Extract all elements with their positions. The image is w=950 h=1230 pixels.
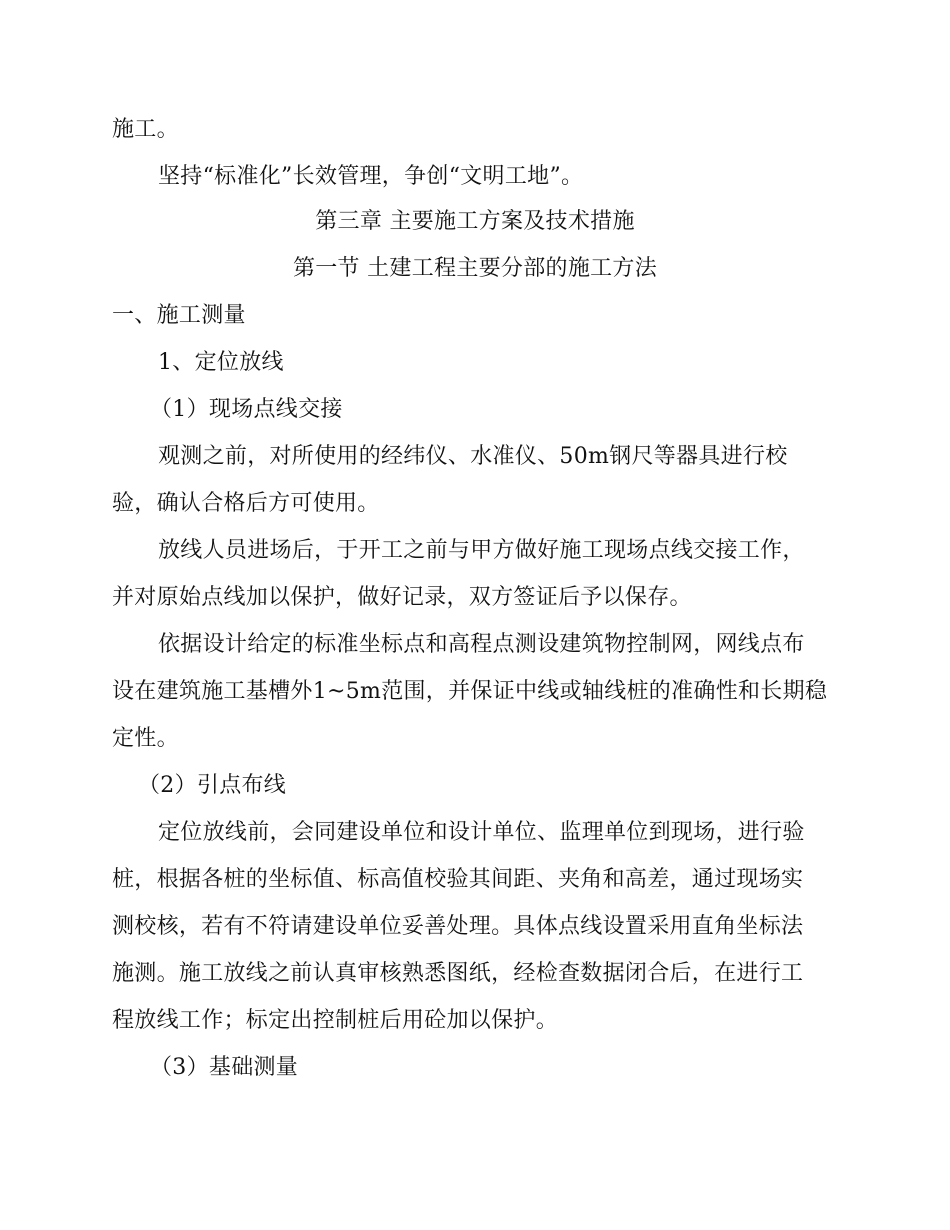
- paragraph-line: 验，确认合格后方可使用。: [112, 491, 380, 516]
- item-heading: 1、定位放线: [158, 350, 284, 375]
- paragraph-continuation-line: 施工。: [112, 117, 179, 142]
- paragraph-line: 并对原始点线加以保护，做好记录，双方签证后予以保存。: [112, 585, 692, 610]
- subitem-heading: （1）现场点线交接: [150, 397, 343, 422]
- paragraph-line: 桩，根据各桩的坐标值、标高值校验其间距、夹角和高差，通过现场实: [112, 867, 804, 892]
- subsection-heading: 一、施工测量: [112, 303, 246, 328]
- subitem-heading: （2）引点布线: [138, 773, 287, 798]
- paragraph-line: 坚持“标准化”长效管理，争创“文明工地”。: [158, 164, 584, 189]
- chapter-heading: 第三章 主要施工方案及技术措施: [315, 209, 635, 234]
- section-heading: 第一节 土建工程主要分部的施工方法: [292, 256, 658, 281]
- paragraph-line: 放线人员进场后，于开工之前与甲方做好施工现场点线交接工作，: [158, 538, 805, 563]
- paragraph-line: 定位放线前，会同建设单位和设计单位、监理单位到现场，进行验: [158, 820, 805, 845]
- paragraph-line: 程放线工作；标定出控制桩后用砼加以保护。: [112, 1008, 559, 1033]
- paragraph-line: 定性。: [112, 726, 179, 751]
- paragraph-line: 设在建筑施工基槽外1~5m范围，并保证中线或轴线桩的准确性和长期稳: [112, 679, 828, 704]
- paragraph-line: 依据设计给定的标准坐标点和高程点测设建筑物控制网，网线点布: [158, 632, 805, 657]
- subitem-heading: （3）基础测量: [150, 1055, 299, 1080]
- paragraph-line: 观测之前，对所使用的经纬仪、水准仪、50m钢尺等器具进行校: [158, 444, 788, 469]
- paragraph-line: 测校核，若有不符请建设单位妥善处理。具体点线设置采用直角坐标法: [112, 914, 804, 939]
- paragraph-line: 施测。施工放线之前认真审核熟悉图纸，经检查数据闭合后，在进行工: [112, 961, 804, 986]
